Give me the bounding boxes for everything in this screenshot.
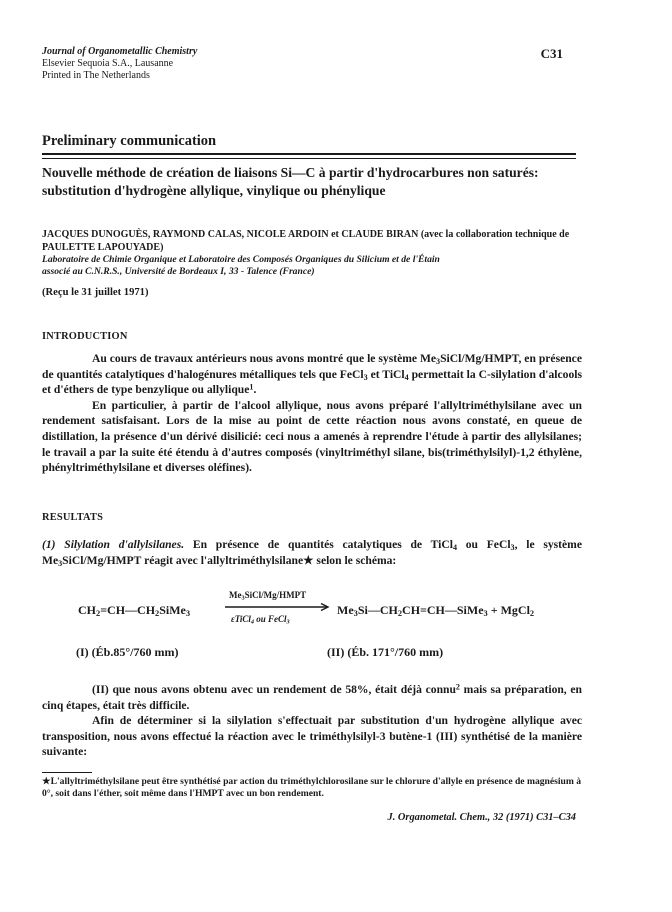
compound-label-I: (I) (Éb.85°/760 mm) [76,645,179,659]
footnote-marker: ★ [303,553,314,567]
catalyst-label: εTiCl$_4$ ou FeCl$_3$ [231,614,290,626]
received-date: (Reçu le 31 juillet 1971) [42,287,149,298]
reference-marker: 1 [249,382,254,392]
products: $Me_3Si—CH_2CH=CH—SiMe_3$ + MgCl$_2$ [337,603,535,619]
divider-thin [42,158,576,159]
journal-name: Journal of Organometallic Chemistry [42,46,198,57]
compound-label-II: (II) (Éb. 171°/760 mm) [327,645,444,659]
reaction-arrow [223,590,335,630]
affiliation-line: Laboratoire de Chimie Organique et Laboratoire des Composés Organiques du Silicium et de l'Étain [42,254,440,265]
article-title: Nouvelle méthode de création de liaisons Si—C à partir d'hydrocarbures non saturés: substitution d'hydrogène allylique, vinylique ou phénylique [42,165,539,198]
journal-citation: J. Organometal. Chem., 32 (1971) C31–C34 [387,812,576,823]
intro-text [42,351,582,476]
discussion-text [42,682,582,760]
publisher: Elsevier Sequoia S.A., Lausanne [42,58,174,69]
section-heading-introduction: INTRODUCTION [42,331,128,342]
footnote: ★L'allyltriméthylsilane peut être synthétisé par action du triméthylchlorosilane sur le chlorure d'allyle en présence de magnésium à 0°, soit dans l'éther, soit même dans l'HMPT avec un bon rendement. [42,776,582,799]
affiliation-line: associé au C.N.R.S., Université de Bordeaux I, 33 - Talence (France) [42,266,315,277]
paragraph: Afin de déterminer si la silylation s'effectuait par substitution d'un hydrogène allylique avec transposition, nous avons effectué la réaction avec le triméthylsilyl-3 butène-1 (III) synthétisé de la manière suivante: [42,714,582,759]
section-heading-resultats: RESULTATS [42,512,104,523]
arrow-icon [223,603,333,611]
paragraph: En particulier, à partir de l'alcool allylique, nous avons préparé l'allyltriméthylsilane avec un rendement satisfaisant. Lors de la mise au point de cette réaction nous avons constaté, en queue de distillation, la présence d'un dérivé disilicié: ceci nous a amenés à reprendre l'étude à partir des allylsilanes; le travail a par la suite été étendu à d'autres composés (vinyltriméthyl silane, bis(triméthylsilyl)-1,2 éthylène, phényltriméthylsilane et diverses oléfines). [42,398,582,475]
printed-in: Printed in The Netherlands [42,70,150,81]
results-text [42,537,582,568]
divider [42,153,576,155]
article-type: Preliminary communication [42,133,217,149]
subsection-heading: (1) Silylation d'allylsilanes. [42,538,185,551]
paragraph: (II) que nous avons obtenu avec un rendement de 58%, était déjà connu$^2$ mais sa préparation, en cinq étapes, était très difficile. [42,682,582,712]
footnote-divider [42,772,92,773]
paragraph: Au cours de travaux antérieurs nous avons montré que le système $Me_3SiCl/Mg$/HMPT, en présence de quantités catalytiques d'halogénures métalliques tels que FeCl$_3$ et TiCl$_4$ permettait la C-silylation d'alcools et d'éthers de type benzylique ou allylique$^1$. [42,352,582,397]
reference-marker: 2 [455,682,460,692]
reactant: $CH_2=CH—CH_2SiMe_3$ [78,603,191,619]
paragraph: (1) Silylation d'allylsilanes. En présence de quantités catalytiques de TiCl$_4$ ou FeCl$_3$, le système $Me_3SiCl/Mg$/HMPT réagit avec l'allyltriméthylsilane★ selon le schéma: [42,538,582,568]
reagent-label: $Me_3SiCl/Mg$/HMPT [229,590,307,602]
authors: JACQUES DUNOGUÈS, RAYMOND CALAS, NICOLE ARDOIN et CLAUDE BIRAN (avec la collaboration technique de PAULETTE LAPOUYADE) [42,229,570,253]
affiliation [42,254,582,278]
page-number: C31 [540,46,563,61]
